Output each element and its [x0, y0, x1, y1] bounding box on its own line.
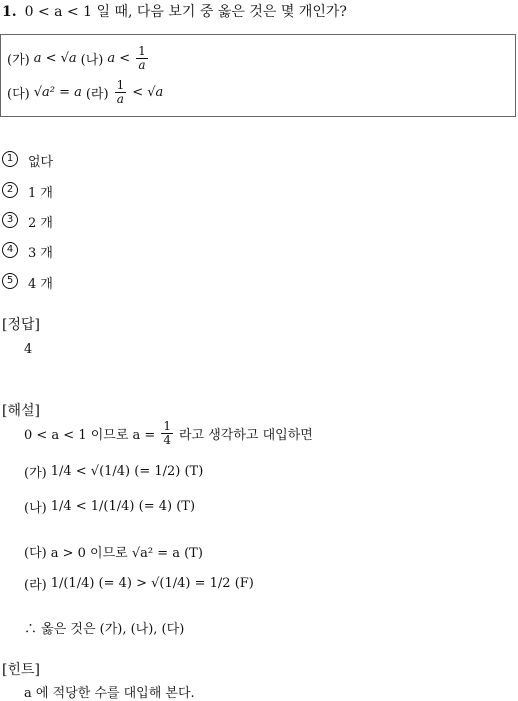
label-ra: (라)	[85, 86, 109, 102]
solution-conclusion: ∴ 옳은 것은 (가), (나), (다)	[24, 622, 185, 637]
solution-intro: 0 < a < 1 이므로 a = $\frac{1}{4}$ 라고 생각하고 대입하면	[24, 419, 313, 447]
option-4[interactable]: 4 3 개	[2, 242, 53, 261]
solution-ga: (가) 1/4 < √(1/4) (= 1/2) (T)	[24, 464, 204, 481]
label-na: (나)	[80, 52, 104, 68]
fraction-1-over-4: $\frac{1}{4}$	[163, 419, 171, 447]
answer-header: [정답]	[2, 317, 40, 333]
circle-3-icon: 3	[2, 212, 18, 228]
question-title	[2, 1, 347, 21]
question-number: 1.	[2, 4, 17, 20]
solution-na: (나) 1/4 < 1/(1/4) (= 4) (T)	[24, 499, 196, 516]
label-ga: (가)	[7, 52, 30, 68]
option-2[interactable]: 2 1 개	[2, 182, 53, 201]
question-text: 0 < a < 1 일 때, 다음 보기 중 옳은 것은 몇 개인가?	[24, 4, 347, 20]
expr-da: √a² = a	[33, 84, 82, 100]
circle-1-icon: 1	[2, 151, 18, 167]
circle-4-icon: 4	[2, 242, 18, 258]
answer-value: 4	[24, 342, 33, 357]
expr-na: a <	[107, 50, 131, 66]
hint-text: a 에 적당한 수를 대입해 본다.	[24, 686, 195, 701]
fraction-1-over-a: $\frac{1}{a}$	[138, 44, 146, 72]
circle-2-icon: 2	[2, 182, 18, 198]
solution-da: (다) a > 0 이므로 √a² = a (T)	[24, 546, 203, 561]
expr-ra: < √a	[132, 84, 164, 100]
label-da: (다)	[7, 86, 30, 102]
solution-ra: (라) 1/(1/4) (= 4) > √(1/4) = 1/2 (F)	[24, 576, 254, 593]
option-1[interactable]: 1 없다	[2, 151, 53, 170]
examples-box	[0, 34, 516, 117]
fraction-1-over-a-2: $\frac{1}{a}$	[116, 78, 125, 106]
hint-header: [힌트]	[2, 662, 40, 678]
solution-header: [해설]	[2, 403, 40, 419]
option-5[interactable]: 5 4 개	[2, 273, 53, 292]
examples-line-2	[7, 79, 163, 105]
circle-5-icon: 5	[2, 273, 18, 289]
expr-ga: a < √a	[33, 50, 77, 66]
examples-line-1	[7, 45, 150, 71]
option-3[interactable]: 3 2 개	[2, 212, 53, 231]
